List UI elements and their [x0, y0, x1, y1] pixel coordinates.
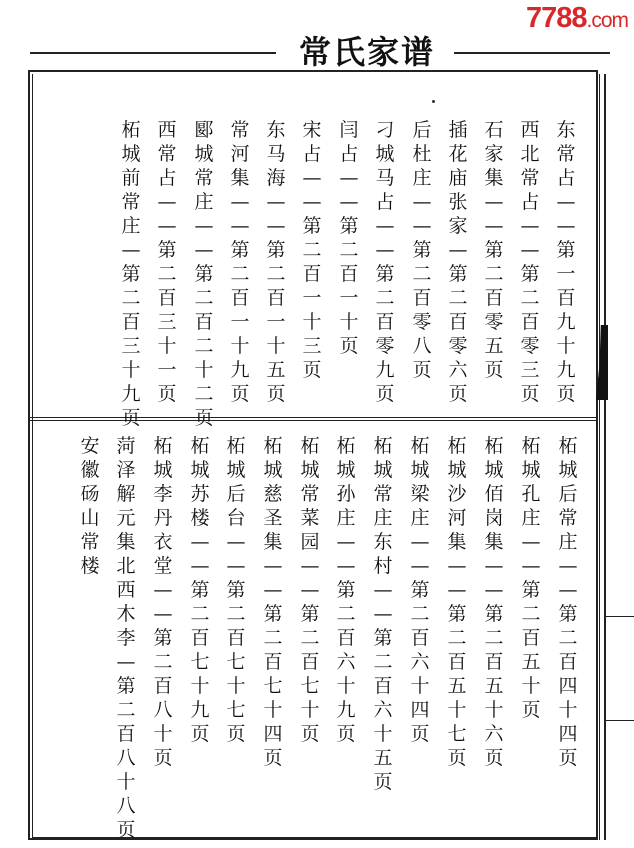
toc-entry: 西北常占——第二百零三页 [520, 119, 540, 405]
toc-entry: 柘城后台——第二百七十七页 [226, 435, 246, 745]
toc-entry: 柘城李丹衣堂——第二百八十页 [153, 435, 173, 769]
toc-entry: 菏泽解元集北西木李—第二百八十八页 [116, 435, 136, 841]
toc-entry: 柘城前常庄—第二百三十九页 [121, 119, 141, 429]
speck [432, 100, 435, 103]
adjacent-page-tick [606, 616, 634, 617]
toc-entry: 插花庙张家—第二百零六页 [448, 119, 468, 405]
toc-entry: 宋 占——第二百一十三页 [302, 119, 322, 381]
toc-entry: 柘城孙庄——第二百六十九页 [336, 435, 356, 745]
toc-entry: 柘城后常庄——第二百四十四页 [558, 435, 578, 769]
toc-entry: 东马海——第二百一十五页 [266, 119, 286, 405]
toc-entry: 刁城马占——第二百零九页 [375, 119, 395, 405]
toc-entry: 柘城慈圣集——第二百七十四页 [263, 435, 283, 769]
toc-entry: 柘城沙河集——第二百五十七页 [447, 435, 467, 769]
toc-entry: 东常占——第一百九十九页 [556, 119, 576, 405]
page-edge-line-thick [604, 74, 606, 840]
toc-entry: 常河集——第二百一十九页 [230, 119, 250, 405]
toc-entry: 柘城常菜园——第二百七十页 [300, 435, 320, 745]
toc-entry: 西常占——第二百三十一页 [157, 119, 177, 405]
page-title: 常氏家谱 [298, 33, 435, 71]
toc-entry: 后杜庄——第二百零八页 [412, 119, 432, 381]
toc-entry: 闫 占——第二百一十页 [339, 119, 359, 357]
toc-entry: 安徽砀山常楼 [80, 435, 100, 577]
toc-entry: 柘城苏楼——第二百七十九页 [190, 435, 210, 745]
watermark-logo: 7788.com [525, 2, 628, 34]
toc-entry: 石家集——第二百零五页 [484, 119, 504, 381]
toc-entry: 柘城常庄东村——第二百六十五页 [373, 435, 393, 793]
section-divider-second [30, 420, 598, 421]
toc-entry: 柘城佰岗集——第二百五十六页 [484, 435, 504, 769]
adjacent-page-tick [606, 720, 634, 721]
title-rule-right [454, 52, 610, 54]
toc-entry: 柘城梁庄——第二百六十四页 [410, 435, 430, 745]
toc-entry: 柘城孔庄——第二百五十页 [521, 435, 541, 721]
toc-entry: 郾城常庄——第二百二十二页 [194, 119, 214, 429]
title-row [30, 32, 610, 72]
title-rule-left [30, 52, 276, 54]
section-divider [30, 417, 598, 418]
page-edge-line [599, 74, 600, 840]
